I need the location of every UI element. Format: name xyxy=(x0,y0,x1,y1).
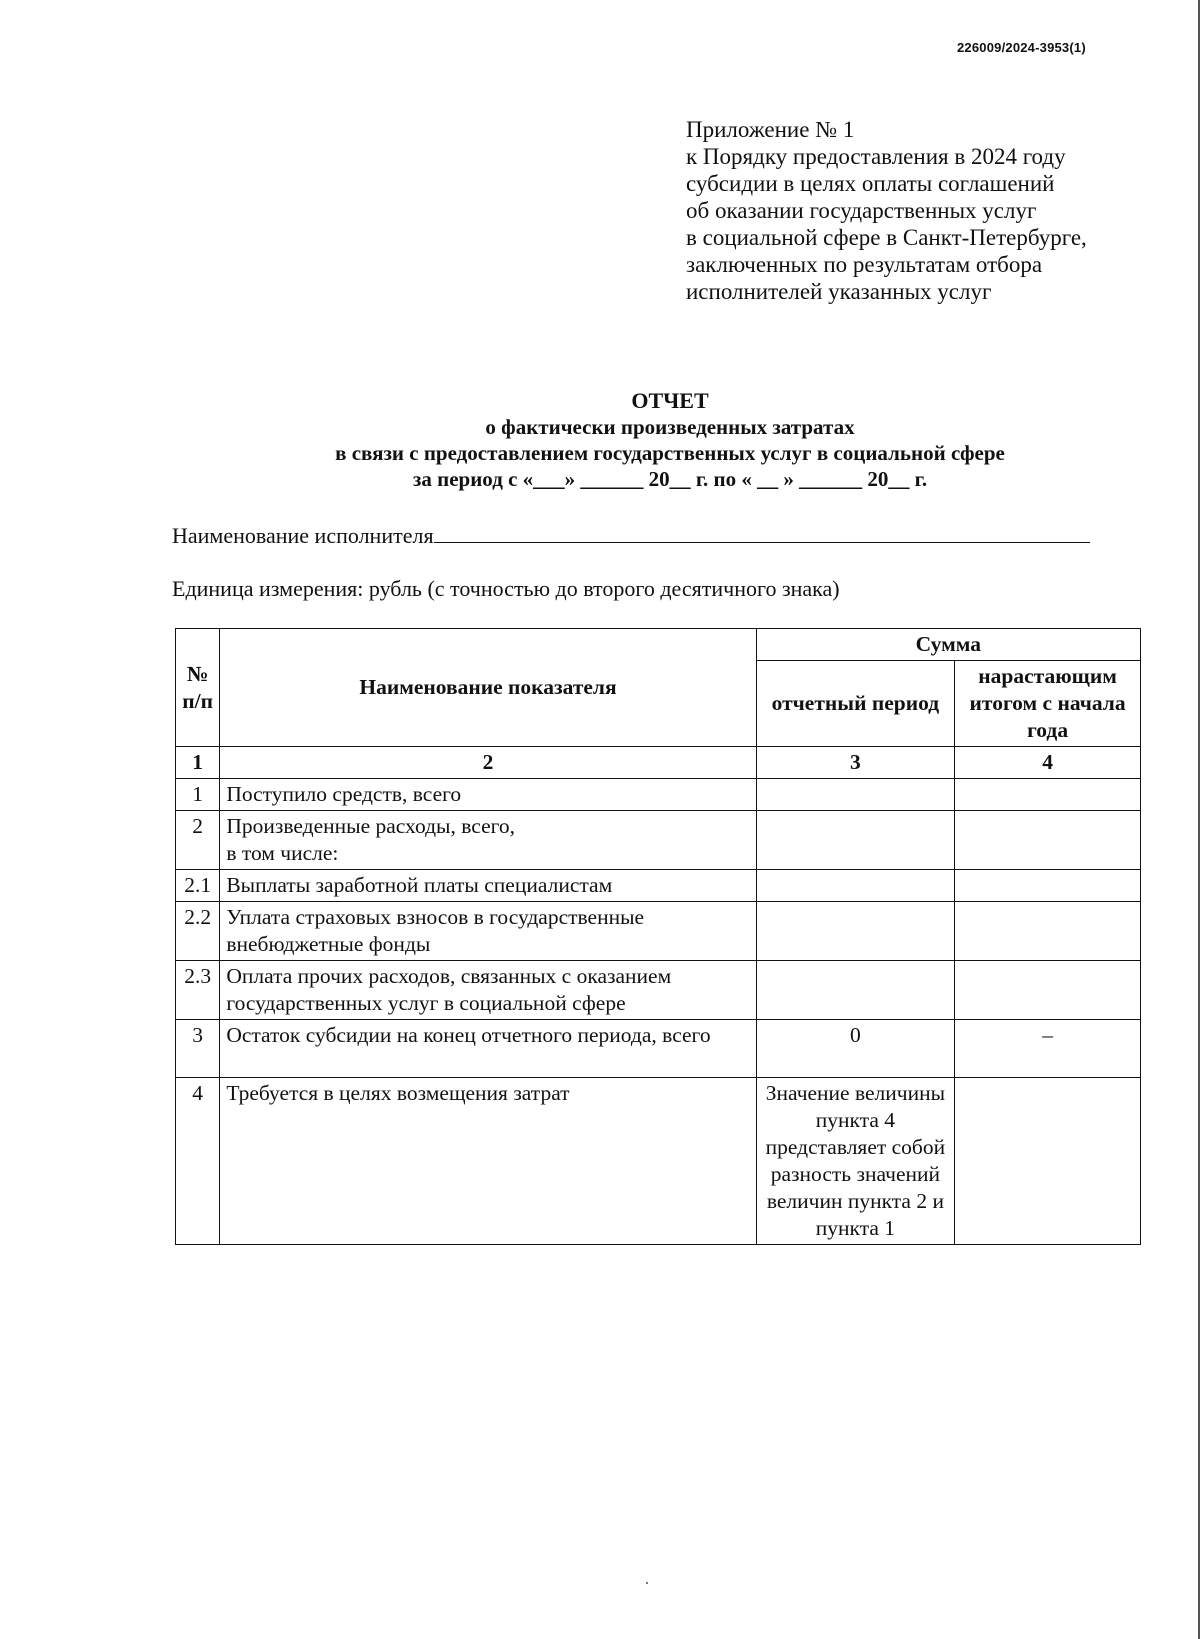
appendix-line: исполнителей указанных услуг xyxy=(686,279,992,304)
header-num: № п/п xyxy=(176,629,220,747)
row-period-value: 0 xyxy=(756,1020,954,1078)
table-row xyxy=(176,1078,1141,1245)
row-total-value xyxy=(955,1078,1141,1245)
table-row xyxy=(176,811,1141,870)
report-title: ОТЧЕТ xyxy=(631,388,709,413)
report-subtitle: в связи с предоставлением государственных услуг в социальной сфере xyxy=(335,441,1005,465)
row-number: 2 xyxy=(176,811,220,870)
row-period-value: Значение величины пункта 4 представляет собой разность значений величин пункта 2 и пункта 1 xyxy=(756,1078,954,1245)
row-number: 2.2 xyxy=(176,902,220,961)
row-total-value xyxy=(955,902,1141,961)
table-row xyxy=(176,779,1141,811)
row-total-value xyxy=(955,779,1141,811)
row-total-value xyxy=(955,870,1141,902)
table-row xyxy=(176,902,1141,961)
row-indicator-name: Оплата прочих расходов, связанных с оказанием государственных услуг в социальной сфере xyxy=(220,961,756,1020)
row-indicator-name: Поступило средств, всего xyxy=(220,779,756,811)
row-number: 4 xyxy=(176,1078,220,1245)
report-period: за период с «___» ______ 20__ г. по « __ » ______ 20__ г. xyxy=(412,467,928,491)
document-registration-number: 226009/2024-3953(1) xyxy=(957,40,1086,55)
table-row xyxy=(176,961,1141,1020)
row-indicator-name: Выплаты заработной платы специалистам xyxy=(220,870,756,902)
row-period-value xyxy=(756,811,954,870)
unit-of-measure: Единица измерения: рубль (с точностью до второго десятичного знака) xyxy=(172,576,840,601)
row-indicator-name: Произведенные расходы, всего, в том числе: xyxy=(220,811,756,870)
header-total: нарастающим итогом с начала года xyxy=(955,661,1141,747)
table-row xyxy=(176,870,1141,902)
row-number: 3 xyxy=(176,1020,220,1078)
appendix-block xyxy=(686,116,1156,305)
row-number: 2.1 xyxy=(176,870,220,902)
executor-label: Наименование исполнителя xyxy=(172,523,434,548)
scan-speck xyxy=(646,1582,648,1584)
column-index: 2 xyxy=(220,747,756,779)
executor-field xyxy=(172,522,1090,549)
appendix-line: Приложение № 1 xyxy=(686,117,855,142)
executor-blank-line xyxy=(434,522,1090,543)
row-period-value xyxy=(756,870,954,902)
column-index: 4 xyxy=(955,747,1141,779)
row-period-value xyxy=(756,961,954,1020)
row-indicator-name: Уплата страховых взносов в государственные внебюджетные фонды xyxy=(220,902,756,961)
appendix-line: в социальной сфере в Санкт-Петербурге, xyxy=(686,225,1087,250)
row-period-value xyxy=(756,779,954,811)
header-period: отчетный период xyxy=(756,661,954,747)
appendix-line: об оказании государственных услуг xyxy=(686,198,1037,223)
row-total-value xyxy=(955,811,1141,870)
header-sum: Сумма xyxy=(756,629,1140,661)
column-index: 3 xyxy=(756,747,954,779)
report-table xyxy=(175,628,1141,1245)
row-number: 1 xyxy=(176,779,220,811)
header-name: Наименование показателя xyxy=(220,629,756,747)
row-indicator-name: Остаток субсидии на конец отчетного периода, всего xyxy=(220,1020,756,1078)
row-indicator-name: Требуется в целях возмещения затрат xyxy=(220,1078,756,1245)
appendix-line: заключенных по результатам отбора xyxy=(686,252,1043,277)
row-period-value xyxy=(756,902,954,961)
appendix-line: субсидии в целях оплаты соглашений xyxy=(686,171,1055,196)
table-row xyxy=(176,1020,1141,1078)
row-total-value: – xyxy=(955,1020,1141,1078)
appendix-line: к Порядку предоставления в 2024 году xyxy=(686,144,1066,169)
row-number: 2.3 xyxy=(176,961,220,1020)
row-total-value xyxy=(955,961,1141,1020)
column-index: 1 xyxy=(176,747,220,779)
column-index-row xyxy=(176,747,1141,779)
report-title-block xyxy=(170,388,1170,492)
report-subtitle: о фактически произведенных затратах xyxy=(485,415,855,439)
